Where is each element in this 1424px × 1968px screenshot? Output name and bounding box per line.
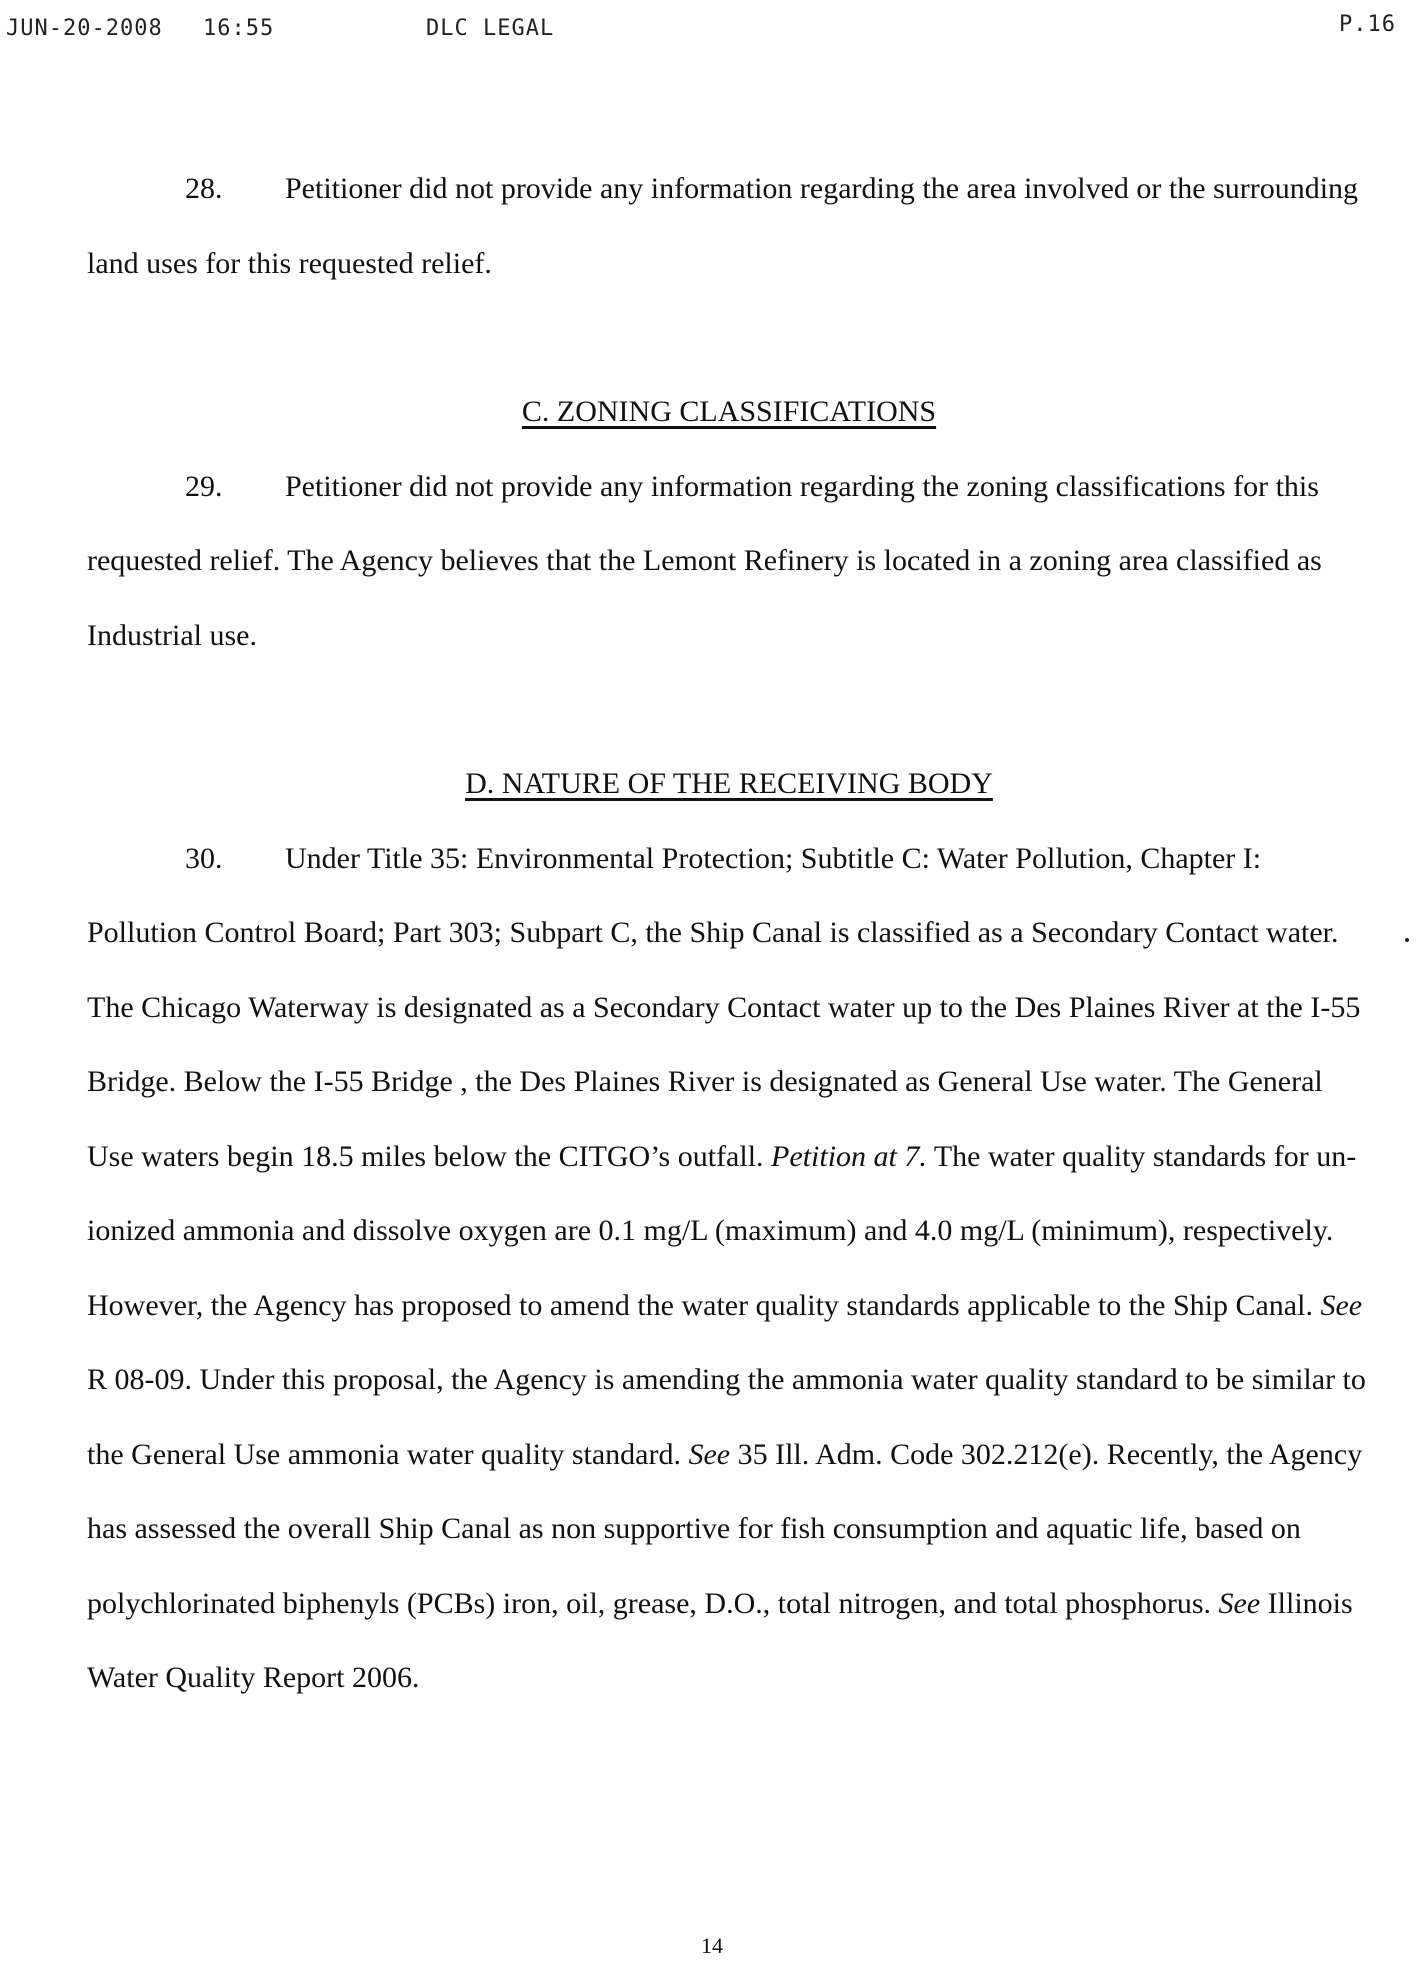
- paragraph-text-part4: 35 Ill. Adm. Code 302.212(e). Recently, the Agency has assessed the overall Ship Canal as non supportive for fish consumption and aquatic life, based on polychlorinated biphenyls (PCBs) iron, oil, grease, D.O., total nitrogen, and total phosphorus.: [87, 1437, 1363, 1620]
- paragraph-30: [87, 822, 1371, 1716]
- paragraph-number: 28.: [185, 172, 223, 205]
- paragraph-text-part1: Under Title 35: Environmental Protection; Subtitle C: Water Pollution, Chapter I: Pollution Control Board; Part 303; Subpart C, the Ship Canal is classified as a Secondary Contact water. The Chicago Waterway is designated as a Secondary Contact water up to the Des Plaines River at the I-55 Bridge. Below the I-55 Bridge , the Des Plaines River is designated as General Use water. The General Use waters begin 18.5 miles below the CITGO’s outfall.: [87, 841, 1361, 1173]
- fax-page-label: P.16: [1339, 12, 1396, 37]
- see-signal: See: [1320, 1288, 1363, 1322]
- document-body: [87, 152, 1371, 1716]
- paragraph-text: Petitioner did not provide any information regarding the area involved or the surrounding land uses for this requested relief.: [87, 172, 1359, 280]
- paragraph-text-part2: The water quality standards for un-ionized ammonia and dissolve oxygen are 0.1 mg/L (maximum) and 4.0 mg/L (minimum), respectively. However, the Agency has proposed to amend the water quality standards applicable to the Ship Canal.: [87, 1139, 1357, 1322]
- see-signal: See: [688, 1437, 731, 1471]
- section-heading-receiving-body: D. NATURE OF THE RECEIVING BODY: [465, 767, 993, 800]
- paragraph-number: 29.: [185, 469, 223, 503]
- paragraph-29: [87, 450, 1371, 674]
- see-signal: See: [1218, 1586, 1261, 1620]
- paragraph-number: 30.: [185, 841, 223, 875]
- petition-citation: Petition at 7.: [771, 1139, 927, 1173]
- section-heading-zoning: C. ZONING CLASSIFICATIONS: [521, 395, 937, 428]
- paragraph-28: [87, 152, 1371, 301]
- page-number: 14: [701, 1933, 723, 1958]
- paragraph-text-part3: R 08-09. Under this proposal, the Agency is amending the ammonia water quality standard to be similar to the General Use ammonia water quality standard.: [87, 1363, 1366, 1471]
- scan-speck: [1405, 938, 1409, 942]
- paragraph-text-part5: Illinois Water Quality Report 2006.: [87, 1586, 1353, 1694]
- fax-date: JUN-20-2008: [6, 16, 163, 41]
- fax-time: 16:55: [203, 16, 275, 41]
- fax-sender: DLC LEGAL: [426, 16, 555, 41]
- paragraph-text: Petitioner did not provide any information regarding the zoning classifications for this requested relief. The Agency believes that the Lemont Refinery is located in a zoning area classified as Industrial use.: [87, 469, 1322, 652]
